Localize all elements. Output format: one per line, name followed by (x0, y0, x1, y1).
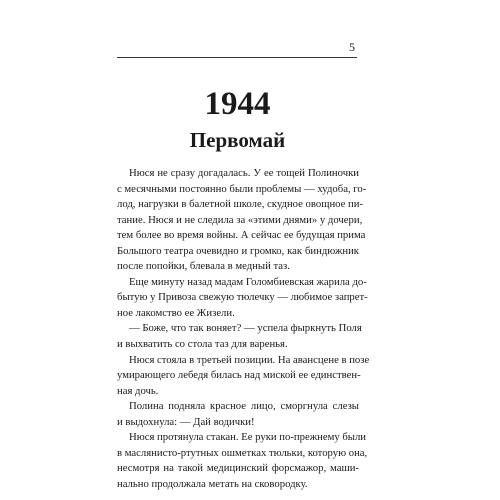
text-line: Нюся не сразу догадалась. У ее тощей Полиночки (129, 167, 359, 179)
text-line: бытую у Привоза свежую тюлечку — любимое запрет- (117, 291, 368, 304)
text-line: лод, нагрузки в балетной школе, скудное овощное пи- (117, 198, 364, 211)
body-text (117, 166, 370, 492)
text-line: Еще минуту назад мадам Голомбиевская жарила до- (129, 275, 367, 288)
text-line: тание. Нюся и не следила за «этими днями» у дочери, (117, 213, 363, 226)
page-number: 5 (349, 40, 355, 54)
text-line: и выхватить со стола таз для варенья. (117, 338, 288, 351)
paragraph (117, 353, 370, 400)
chapter-year: 1944 (204, 86, 271, 122)
text-line: ное лакомство ее Жизели. (117, 306, 235, 319)
text-line: Нюся протянула стакан. Ее руки по-прежнему были (129, 431, 367, 444)
text-line: нально продолжала метать на сковородку. (117, 477, 308, 490)
text-line: с месячными постоянно были проблемы — худоба, го- (117, 182, 367, 195)
header-rule (117, 57, 357, 58)
text-line: ная дочь. (117, 384, 159, 397)
paragraph (117, 399, 359, 430)
text-line: умирающего лебедя билась над миской ее единствен- (117, 369, 361, 382)
paragraph (117, 166, 367, 275)
text-line: — Боже, что так воняет? — успела фыркнуть Поля (129, 322, 362, 335)
paragraph (117, 275, 368, 322)
text-line: в маслянисто-ртутных ошметках тюльки, которую она, (117, 446, 368, 459)
text-line: Большого театра очевидно и громко, как биндюжник (117, 244, 359, 257)
text-line: Нюся стояла в третьей позиции. На авансцене в позе (129, 353, 370, 366)
paragraph (117, 321, 362, 352)
paragraph (117, 430, 368, 492)
text-line: несмотря на такой медицинский форсмажор, маши- (117, 462, 359, 475)
text-line: тем более во время войны. А сейчас ее будущая прима (117, 229, 366, 242)
chapter-title: Первомай (189, 128, 286, 152)
text-line: Полина подняла красное лицо, сморгнула слезы (129, 400, 359, 413)
text-line: после попойки, блевала в медный таз. (117, 260, 290, 273)
text-line: и выдохнула: — Дай водички! (117, 415, 255, 428)
